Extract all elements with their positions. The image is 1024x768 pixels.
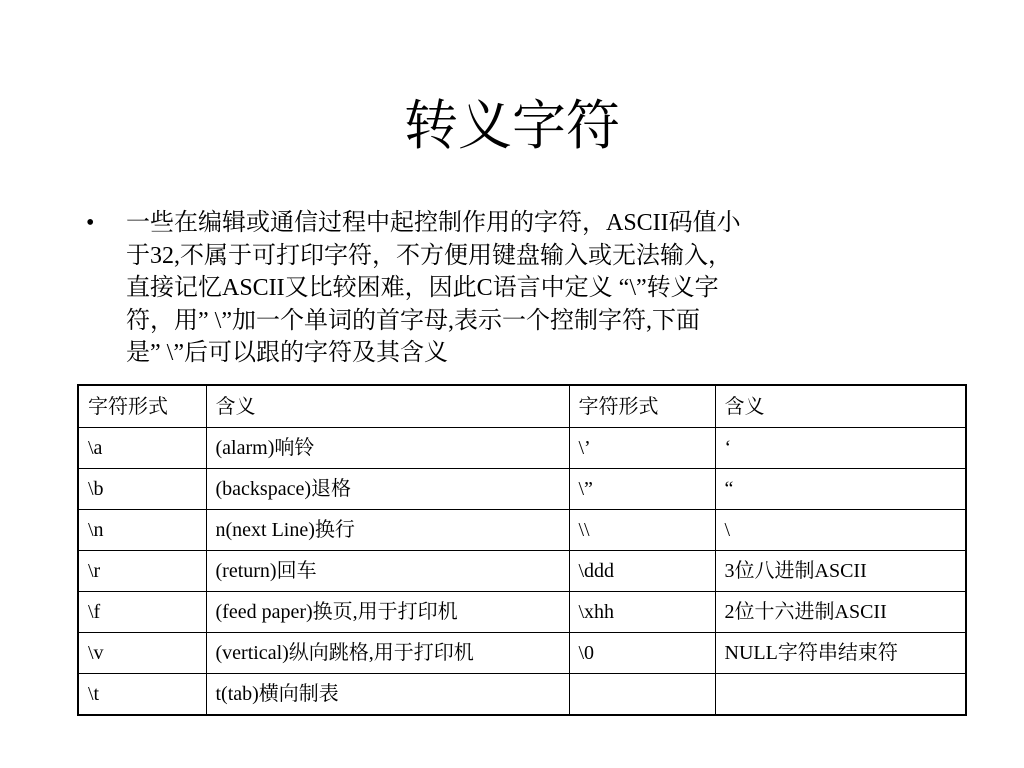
- table-row: [78, 633, 966, 674]
- table-row: [78, 674, 966, 716]
- table-cell: \’: [569, 428, 715, 469]
- header-cell: 含义: [715, 385, 966, 428]
- table-cell: \”: [569, 469, 715, 510]
- table-cell: \r: [78, 551, 206, 592]
- table-cell: \ddd: [569, 551, 715, 592]
- header-cell: 字符形式: [569, 385, 715, 428]
- table-cell: (feed paper)换页,用于打印机: [206, 592, 569, 633]
- table-cell: (alarm)响铃: [206, 428, 569, 469]
- bullet-line: 一些在编辑或通信过程中起控制作用的字符，ASCII码值小: [126, 210, 741, 236]
- slide-title: 转义字符: [404, 96, 620, 156]
- header-cell: 含义: [206, 385, 569, 428]
- bullet-line: 直接记忆ASCII又比较困难，因此C语言中定义 “\”转义字: [126, 275, 719, 301]
- table-header-row: [78, 385, 966, 428]
- table-cell: 3位八进制ASCII: [715, 551, 966, 592]
- bullet-text: [126, 207, 846, 370]
- table-row: [78, 428, 966, 469]
- table-row: [78, 551, 966, 592]
- table-cell: (return)回车: [206, 551, 569, 592]
- bullet-paragraph: [86, 207, 846, 370]
- table-cell: \xhh: [569, 592, 715, 633]
- table-row: [78, 510, 966, 551]
- table-cell: \f: [78, 592, 206, 633]
- bullet-line: 符，用” \”加一个单词的首字母,表示一个控制字符,下面: [126, 307, 700, 334]
- bullet-icon: •: [86, 210, 95, 236]
- table-cell: “: [715, 469, 966, 510]
- table-cell: \\: [569, 510, 715, 551]
- table-cell: ‘: [715, 428, 966, 469]
- table-cell: 2位十六进制ASCII: [715, 592, 966, 633]
- table-cell: [715, 674, 966, 716]
- table-cell: NULL字符串结束符: [715, 633, 966, 674]
- table-cell: (vertical)纵向跳格,用于打印机: [206, 633, 569, 674]
- header-cell: 字符形式: [78, 385, 206, 428]
- table-row: [78, 469, 966, 510]
- table-cell: \n: [78, 510, 206, 551]
- table-cell: \v: [78, 633, 206, 674]
- table-cell: \a: [78, 428, 206, 469]
- table-cell: \0: [569, 633, 715, 674]
- bullet-line: 于32,不属于可打印字符，不方便用键盘输入或无法输入，: [126, 242, 732, 269]
- table-cell: n(next Line)换行: [206, 510, 569, 551]
- table-cell: \b: [78, 469, 206, 510]
- table-row: [78, 592, 966, 633]
- table-cell: t(tab)横向制表: [206, 674, 569, 716]
- bullet-line: 是” \”后可以跟的字符及其含义: [126, 340, 448, 366]
- table-cell: \t: [78, 674, 206, 716]
- table-cell: (backspace)退格: [206, 469, 569, 510]
- table-cell: [569, 674, 715, 716]
- table-cell: \: [715, 510, 966, 551]
- escape-sequence-table: [77, 384, 967, 716]
